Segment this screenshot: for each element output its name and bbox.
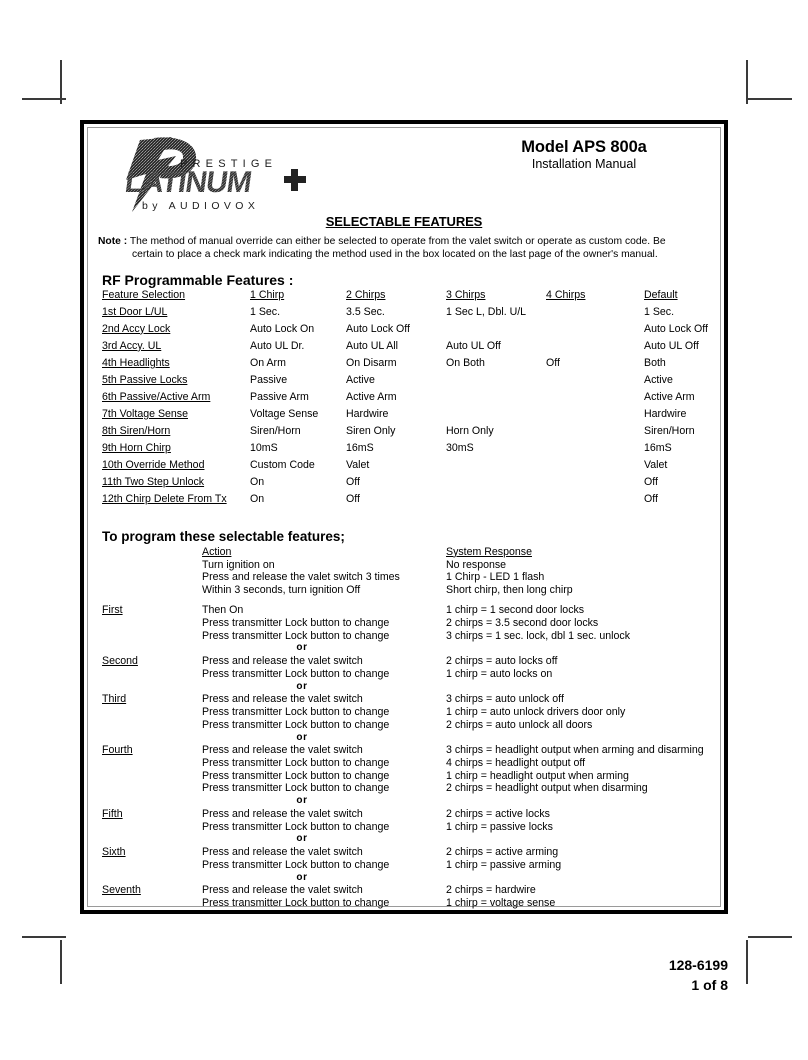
program-response-text: 1 chirp = headlight output when arming — [446, 769, 629, 782]
model-identification — [464, 138, 704, 173]
rf-cell-2-chirps: Valet — [346, 458, 370, 471]
program-step-label — [102, 584, 202, 597]
rf-col-default: Default — [644, 288, 678, 301]
crop-mark-bottom-right-horizontal — [748, 936, 792, 938]
program-action-text: Press transmitter Lock button to change — [202, 718, 390, 731]
rf-table-row — [102, 460, 718, 477]
rf-cell-feature: 3rd Accy. UL — [102, 339, 162, 352]
rf-col-2-chirps: 2 Chirps — [346, 288, 386, 301]
rf-table-row — [102, 477, 718, 494]
crop-mark-bottom-left-vertical — [60, 940, 62, 984]
rf-table-row — [102, 409, 718, 426]
rf-cell-feature: 10th Override Method — [102, 458, 205, 471]
model-subtitle: Installation Manual — [531, 157, 637, 172]
rf-cell-1-chirp: On — [250, 492, 265, 505]
rf-cell-4-chirps — [546, 324, 644, 341]
program-step-label: Seventh — [102, 884, 141, 896]
rf-cell-default: Both — [644, 356, 666, 369]
program-response-text: 1 chirp = auto locks on — [446, 667, 553, 680]
program-step-row — [102, 770, 720, 783]
program-intro-row — [102, 559, 720, 572]
program-step-row — [102, 719, 720, 732]
program-or-separator: or — [296, 833, 308, 845]
rf-cell-2-chirps: Active — [346, 373, 375, 386]
rf-cell-3-chirps — [446, 324, 546, 341]
rf-cell-2-chirps: 16mS — [346, 441, 374, 454]
rf-cell-3-chirps — [446, 477, 546, 494]
rf-table-row — [102, 392, 718, 409]
program-step-label — [102, 770, 202, 783]
program-or-separator: or — [296, 871, 308, 883]
page-footer — [669, 955, 728, 996]
page-content — [88, 128, 720, 909]
crop-mark-bottom-left-horizontal — [22, 936, 66, 938]
rf-cell-4-chirps — [546, 341, 644, 358]
rf-cell-4-chirps — [546, 307, 644, 324]
program-col-action: Action — [202, 545, 232, 558]
rf-cell-1-chirp: On — [250, 475, 265, 488]
rf-cell-3-chirps — [446, 392, 546, 409]
rf-cell-default: Siren/Horn — [644, 424, 695, 437]
program-action-text: Press and release the valet switch — [202, 845, 363, 858]
rf-cell-3-chirps: 30mS — [446, 441, 474, 454]
program-response-text: 1 chirp = voltage sense — [446, 896, 556, 909]
program-action-text: Press transmitter Lock button to change — [202, 896, 390, 909]
rf-cell-1-chirp: Passive — [250, 373, 288, 386]
rf-cell-feature: 6th Passive/Active Arm — [102, 390, 211, 403]
rf-cell-feature: 11th Two Step Unlock — [102, 475, 205, 488]
program-step-label: Second — [102, 654, 138, 667]
rf-cell-default: 16mS — [644, 441, 672, 454]
rf-cell-1-chirp: Auto Lock On — [250, 322, 315, 335]
page-number: 1 of 8 — [691, 977, 728, 994]
program-section-heading: To program these selectable features; — [102, 528, 345, 544]
rf-table-body — [102, 307, 718, 511]
program-step-row — [102, 744, 720, 757]
model-title: Model APS 800a — [521, 138, 647, 156]
rf-cell-4-chirps — [546, 460, 644, 477]
logo-prestige-text: PRESTIGE — [180, 158, 278, 170]
rf-cell-1-chirp: Auto UL Dr. — [250, 339, 305, 352]
rf-col-1-chirp: 1 Chirp — [250, 288, 285, 301]
program-response-text: 2 chirps = hardwire — [446, 884, 536, 896]
program-action-text: Press and release the valet switch — [202, 744, 363, 756]
rf-cell-3-chirps — [446, 460, 546, 477]
rf-cell-3-chirps — [446, 409, 546, 426]
note-label: Note : — [98, 236, 128, 247]
rf-col-feature-selection: Feature Selection — [102, 288, 186, 301]
rf-cell-1-chirp: Passive Arm — [250, 390, 309, 403]
program-intro-row — [102, 571, 720, 584]
program-response-text: 3 chirps = auto unlock off — [446, 693, 564, 706]
rf-table-row — [102, 375, 718, 392]
rf-table-row — [102, 426, 718, 443]
program-instruction-rows — [102, 559, 720, 910]
rf-cell-4-chirps — [546, 375, 644, 392]
rf-cell-feature: 7th Voltage Sense — [102, 407, 188, 420]
program-step-row — [102, 630, 720, 643]
program-action-text: Press and release the valet switch — [202, 884, 363, 896]
rf-features-table — [102, 290, 718, 511]
program-step-label — [102, 617, 202, 630]
program-step-label — [102, 782, 202, 795]
rf-cell-default: Hardwire — [644, 407, 687, 420]
program-response-text: 2 chirps = auto locks off — [446, 654, 558, 667]
rf-cell-1-chirp: Voltage Sense — [250, 407, 319, 420]
rf-col-3-chirps: 3 Chirps — [446, 288, 486, 301]
program-step-row — [102, 604, 720, 617]
program-or-separator: or — [296, 642, 308, 654]
program-step-row — [102, 617, 720, 630]
program-action-text: Press transmitter Lock button to change — [202, 616, 390, 629]
rf-cell-4-chirps — [546, 426, 644, 443]
program-step-row — [102, 757, 720, 770]
program-response-text: 2 chirps = 3.5 second door locks — [446, 616, 599, 629]
logo-platinum-text: LATINUM — [122, 166, 254, 199]
program-or-separator: or — [296, 795, 308, 807]
program-step-row — [102, 693, 720, 706]
rf-table-header-row — [102, 290, 718, 307]
document-number: 128-6199 — [668, 957, 728, 973]
program-response-text: Short chirp, then long chirp — [446, 584, 573, 597]
rf-cell-2-chirps: Auto UL All — [346, 339, 399, 352]
logo-plus-icon — [284, 169, 306, 191]
program-instructions — [102, 546, 720, 910]
rf-table-row — [102, 443, 718, 460]
rf-cell-2-chirps: 3.5 Sec. — [346, 305, 385, 318]
note-block — [98, 235, 710, 262]
rf-cell-default: Active Arm — [644, 390, 695, 403]
program-step-row — [102, 846, 720, 859]
crop-mark-top-right-horizontal — [748, 98, 792, 100]
rf-cell-1-chirp: Siren/Horn — [250, 424, 301, 437]
rf-cell-4-chirps — [546, 443, 644, 460]
page-frame — [80, 120, 728, 914]
program-step-label: First — [102, 604, 123, 616]
rf-table-row — [102, 341, 718, 358]
program-action-text: Press and release the valet switch — [202, 693, 363, 706]
rf-cell-feature: 5th Passive Locks — [102, 373, 188, 386]
rf-cell-default: Off — [644, 492, 658, 505]
rf-table-row — [102, 324, 718, 341]
rf-cell-4-chirps: Off — [546, 356, 560, 369]
rf-cell-3-chirps: Horn Only — [446, 424, 494, 437]
rf-cell-default: 1 Sec. — [644, 305, 675, 318]
program-action-text: Press transmitter Lock button to change — [202, 820, 390, 833]
program-or-separator: or — [296, 731, 308, 743]
rf-cell-default: Auto UL Off — [644, 339, 699, 352]
crop-mark-top-right-vertical — [746, 60, 748, 104]
program-action-text: Press and release the valet switch — [202, 654, 363, 667]
program-step-row — [102, 668, 720, 681]
rf-cell-1-chirp: 10mS — [250, 441, 278, 454]
program-step-label: Third — [102, 693, 127, 706]
rf-table-row — [102, 494, 718, 511]
logo-svg — [102, 134, 328, 216]
program-response-text: 3 chirps = 1 sec. lock, dbl 1 sec. unlock — [446, 629, 631, 642]
rf-col-4-chirps: 4 Chirps — [546, 288, 586, 301]
rf-cell-2-chirps: Active Arm — [346, 390, 397, 403]
program-action-text: Press transmitter Lock button to change — [202, 756, 390, 769]
rf-cell-3-chirps: On Both — [446, 356, 485, 369]
rf-cell-feature: 4th Headlights — [102, 356, 170, 369]
rf-cell-1-chirp: 1 Sec. — [250, 305, 281, 318]
program-action-text: Then On — [202, 604, 244, 616]
program-step-row — [102, 706, 720, 719]
section-title-selectable-features: SELECTABLE FEATURES — [325, 214, 483, 229]
program-step-row — [102, 655, 720, 668]
program-step-label — [102, 668, 202, 681]
rf-cell-2-chirps: Hardwire — [346, 407, 389, 420]
program-step-label — [102, 630, 202, 643]
program-step-row — [102, 808, 720, 821]
program-step-row — [102, 884, 720, 897]
rf-cell-default: Valet — [644, 458, 668, 471]
program-group-gap — [102, 597, 720, 604]
program-response-text: 1 chirp = passive arming — [446, 858, 562, 871]
program-step-label — [102, 821, 202, 834]
program-action-text: Press transmitter Lock button to change — [202, 858, 390, 871]
rf-cell-feature: 2nd Accy Lock — [102, 322, 171, 335]
rf-cell-default: Auto Lock Off — [644, 322, 708, 335]
rf-cell-4-chirps — [546, 494, 644, 511]
program-response-text: 2 chirps = active locks — [446, 807, 550, 820]
program-step-row — [102, 897, 720, 910]
program-response-text: 1 Chirp - LED 1 flash — [446, 571, 545, 584]
rf-cell-2-chirps: Off — [346, 492, 360, 505]
rf-cell-feature: 8th Siren/Horn — [102, 424, 171, 437]
program-response-text: 2 chirps = headlight output when disarming — [446, 782, 648, 795]
rf-cell-feature: 1st Door L/UL — [102, 305, 168, 318]
crop-mark-bottom-right-vertical — [746, 940, 748, 984]
program-action-text: Press transmitter Lock button to change — [202, 667, 390, 680]
page-inner-border — [87, 127, 721, 907]
rf-cell-1-chirp: On Arm — [250, 356, 286, 369]
program-step-label — [102, 757, 202, 770]
rf-cell-2-chirps: On Disarm — [346, 356, 397, 369]
program-response-text: 3 chirps = headlight output when arming and disarming — [446, 744, 704, 756]
crop-mark-top-left-vertical — [60, 60, 62, 104]
program-step-label: Fourth — [102, 744, 133, 756]
rf-cell-4-chirps — [546, 477, 644, 494]
program-response-text: 2 chirps = auto unlock all doors — [446, 718, 593, 731]
program-step-label — [102, 706, 202, 719]
rf-cell-feature: 12th Chirp Delete From Tx — [102, 492, 227, 505]
program-step-row — [102, 782, 720, 795]
program-col-response: System Response — [446, 545, 532, 558]
program-action-text: Turn ignition on — [202, 558, 275, 571]
note-text-line-2: certain to place a check mark indicating the method used in the box located on the last page of the owner's manual. — [132, 249, 658, 261]
note-text-line-1: The method of manual override can either be selected to operate from the valet switch or operate as custom code. Be — [129, 236, 666, 247]
rf-cell-3-chirps: Auto UL Off — [446, 339, 501, 352]
rf-cell-4-chirps — [546, 409, 644, 426]
rf-cell-2-chirps: Auto Lock Off — [346, 322, 410, 335]
program-step-label — [102, 571, 202, 584]
rf-cell-3-chirps: 1 Sec L, Dbl. U/L — [446, 305, 527, 318]
logo-by-audiovox-text: by AUDIOVOX — [142, 200, 260, 212]
program-step-label — [102, 859, 202, 872]
program-step-header-spacer — [102, 546, 202, 559]
program-step-label — [102, 719, 202, 732]
program-action-text: Within 3 seconds, turn ignition Off — [202, 584, 361, 597]
program-response-text: 1 chirp = passive locks — [446, 820, 553, 833]
program-response-text: 4 chirps = headlight output off — [446, 756, 586, 769]
rf-cell-4-chirps — [546, 392, 644, 409]
program-action-text: Press transmitter Lock button to change — [202, 782, 390, 795]
document-header — [88, 128, 720, 214]
program-step-label — [102, 559, 202, 572]
program-action-text: Press transmitter Lock button to change — [202, 629, 390, 642]
program-response-text: No response — [446, 558, 507, 571]
program-response-text: 2 chirps = active arming — [446, 845, 559, 858]
program-response-text: 1 chirp = auto unlock drivers door only — [446, 705, 626, 718]
rf-cell-default: Off — [644, 475, 658, 488]
rf-cell-2-chirps: Off — [346, 475, 360, 488]
rf-cell-default: Active — [644, 373, 673, 386]
rf-cell-feature: 9th Horn Chirp — [102, 441, 171, 454]
rf-cell-3-chirps — [446, 375, 546, 392]
program-action-text: Press and release the valet switch 3 times — [202, 571, 400, 584]
program-step-row — [102, 821, 720, 834]
rf-cell-2-chirps: Siren Only — [346, 424, 396, 437]
program-response-text: 1 chirp = 1 second door locks — [446, 604, 585, 616]
program-action-text: Press and release the valet switch — [202, 807, 363, 820]
program-or-separator: or — [296, 680, 308, 692]
program-intro-row — [102, 584, 720, 597]
rf-features-heading: RF Programmable Features : — [102, 271, 294, 288]
program-step-row — [102, 859, 720, 872]
program-step-label: Fifth — [102, 807, 123, 820]
rf-table-row — [102, 358, 718, 375]
rf-table-row — [102, 307, 718, 324]
program-action-text: Press transmitter Lock button to change — [202, 705, 390, 718]
program-column-header-row — [102, 546, 720, 559]
program-action-text: Press transmitter Lock button to change — [202, 769, 390, 782]
program-step-label — [102, 897, 202, 910]
prestige-platinum-logo — [102, 134, 328, 216]
program-step-label: Sixth — [102, 845, 126, 858]
rf-cell-1-chirp: Custom Code — [250, 458, 315, 471]
rf-cell-3-chirps — [446, 494, 546, 511]
